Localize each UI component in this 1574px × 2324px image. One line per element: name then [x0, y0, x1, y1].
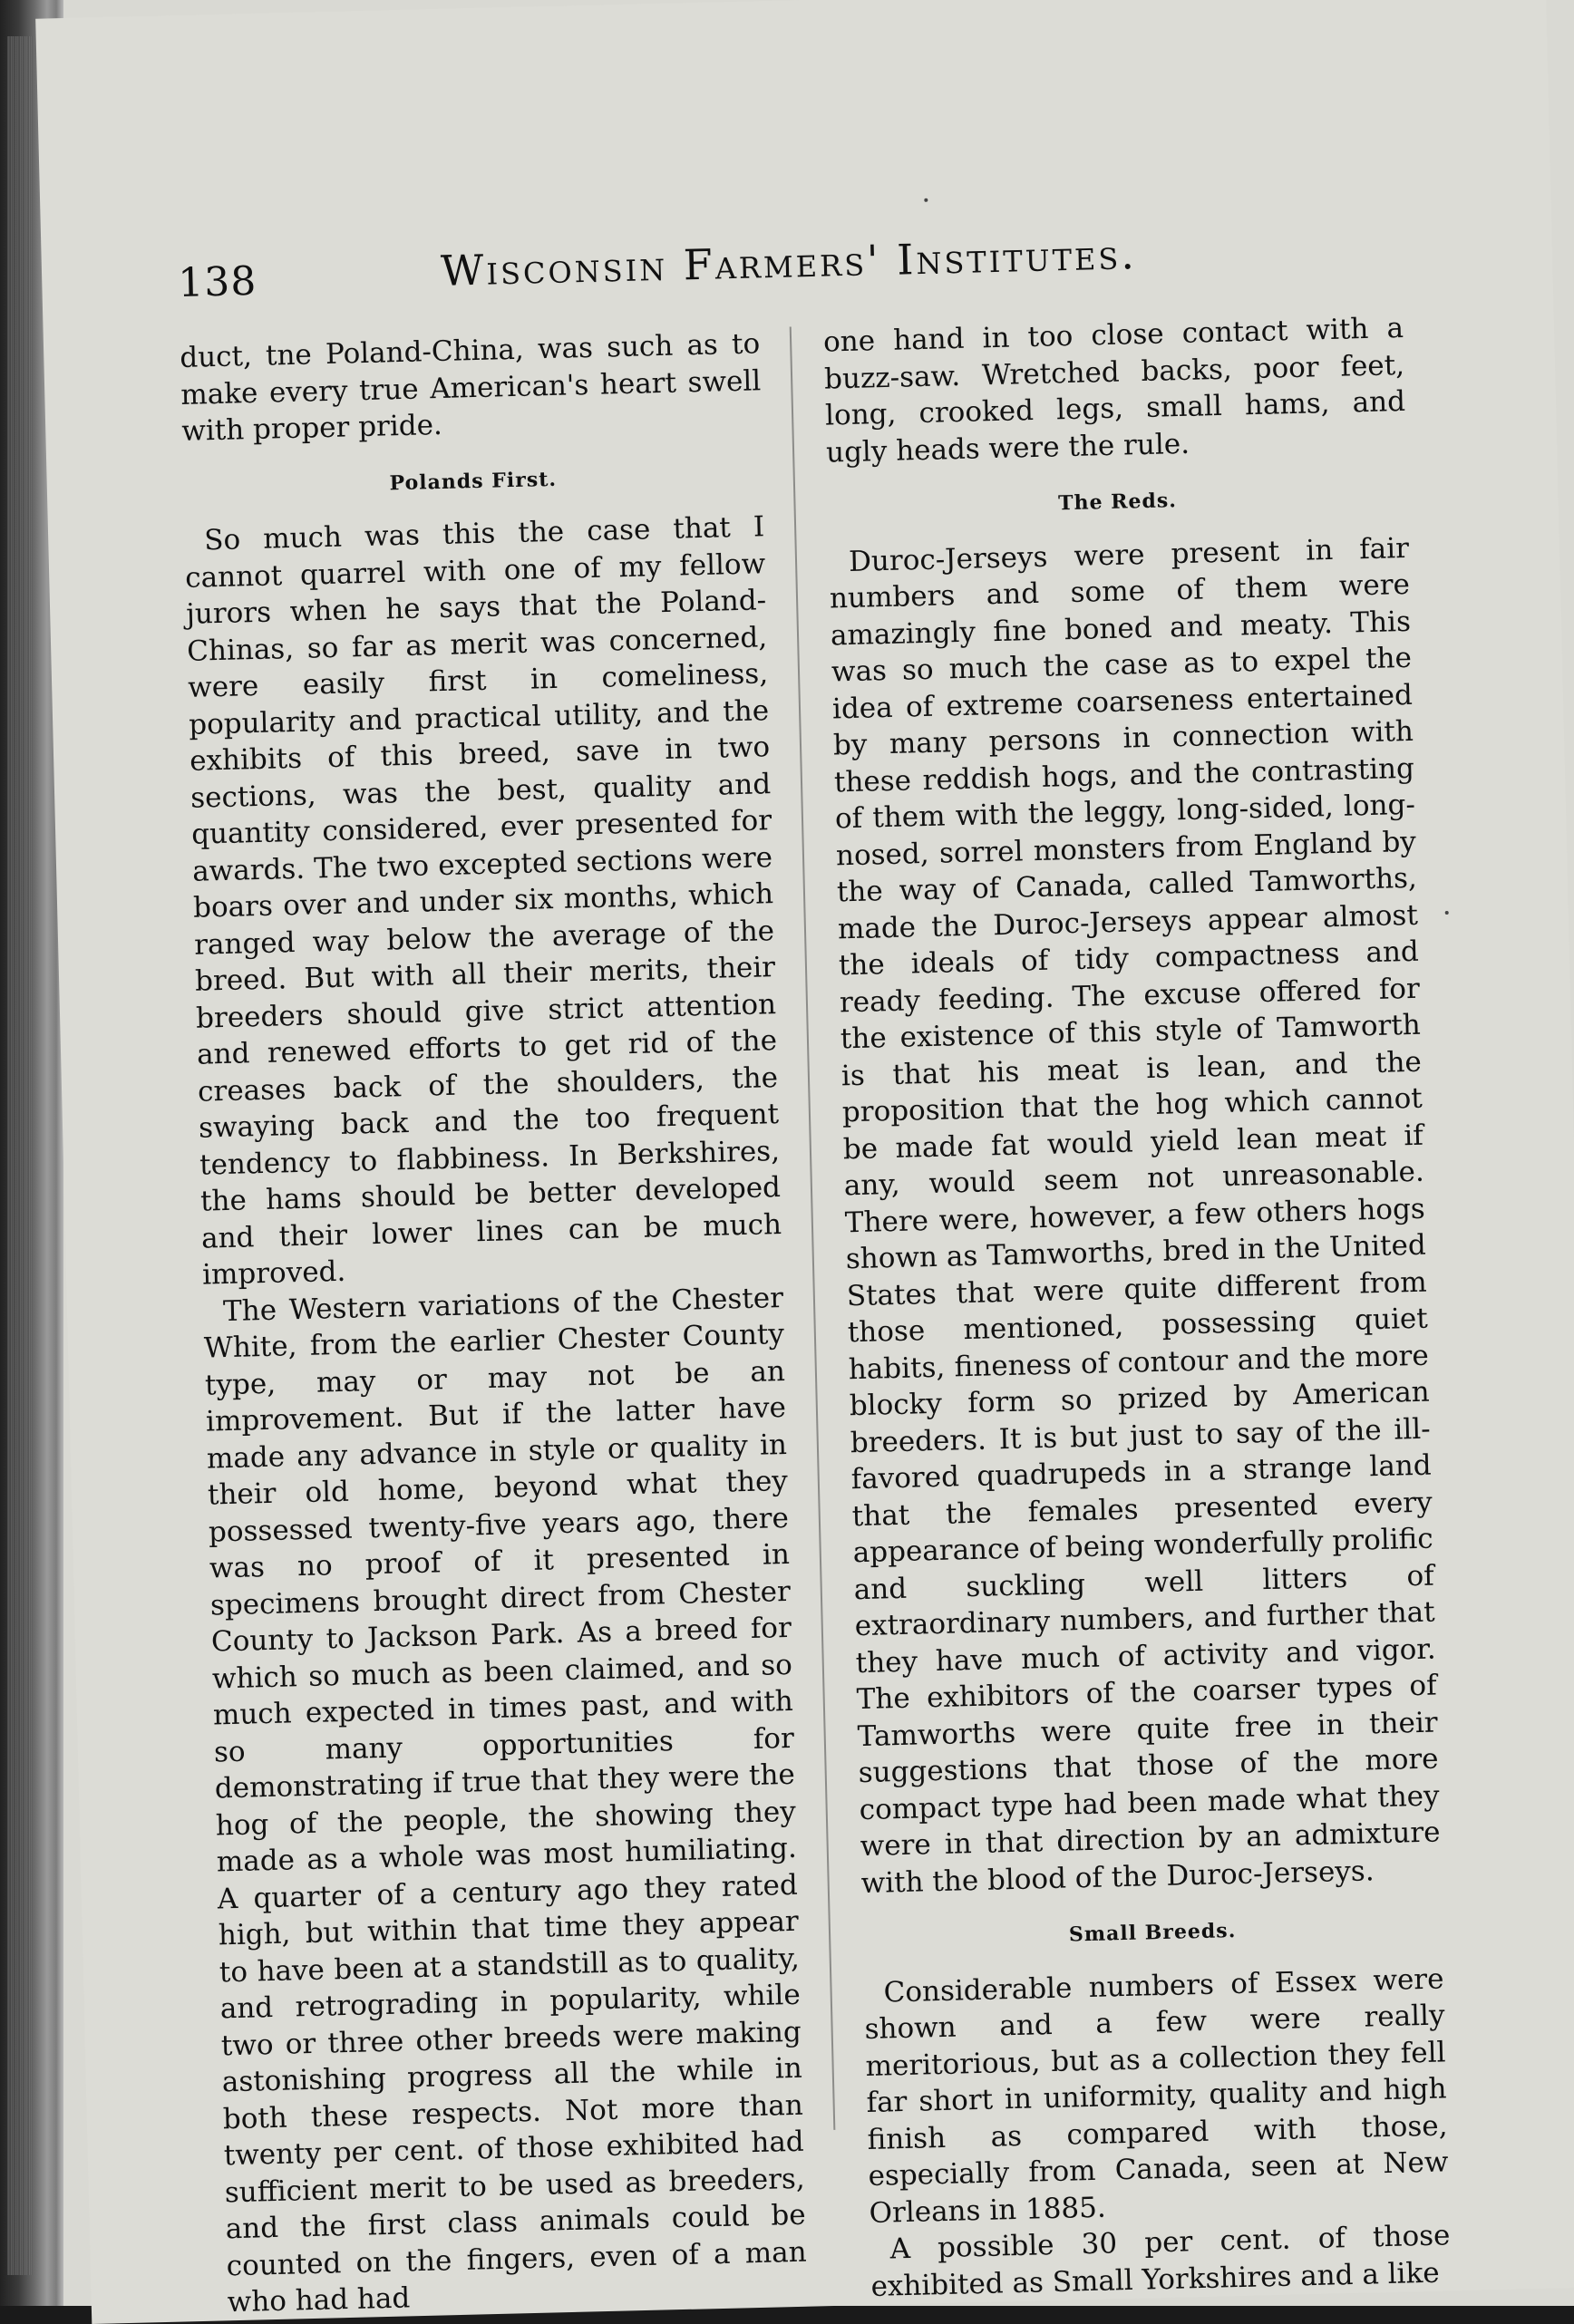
heading-polands-first: Polands First.	[389, 467, 558, 495]
print-speck	[924, 199, 928, 202]
right-paragraph-2: Duroc-Jerseys were present in fair numbers and some of them were amazingly fine boned and meaty. This was so much the case as to expel the idea of extreme coarseness entertained by many persons in connection with these reddish hogs, and the contrasting of them with the leggy, long-sided, long-nosed, sorrel monsters from England by the way of Canada, called Tamworths, made the Duroc-Jerseys appear almost the ideals of tidy compactness and ready feeding. The excuse offered for the existence of this style of Tamworth is that his meat is lean, and the proposition that the hog which cannot be made fat would yield lean meat if any, would seem not unreasonable. There were, however, a few others hogs shown as Tamworths, bred in the United States that were quite different from those mentioned, possessing quiet habits, fineness of contour and the more blocky form so prized by American breeders. It is but just to say of the ill-favored quadrupeds in a strange land that the females presented every appearance of being wonderfully prolific and suckling well litters of extraordinary numbers, and further that they have much of activity and vigor. The exhibitors of the coarser types of Tamworths were quite free in their suggestions that those of the more compact type had been made what they were in that direction by an admixture with the blood of the Duroc-Jerseys.	[829, 531, 1441, 1900]
running-title: Wisconsin Farmers' Institutes.	[440, 229, 1138, 295]
left-paragraph-3: The Western variations of the Chester White, from the earlier Chester County type, may or may not be an improvement. But if the latter have made any advance in style or quality in their old home, beyond what they possessed twenty-five years ago, there was no proof of it presented in specimens brought direct from Chester County to Jackson Park. As a breed for which so much as been claimed, and so much expected in times past, and with so many opportunities for demonstrating if true that they were the hog of the people, the showing they made as a whole was most humiliating. A quarter of a century ago they rated high, but within that time they appear to have been at a standstill as to quality, and retrograding in popularity, while two or three other breeds were making astonishing progress all the while in both these respects. Not more than twenty per cent. of those exhibited had sufficient merit to be used as breeders, and the first class animals could be counted on the fingers, even of a man who had had	[203, 1281, 808, 2319]
left-paragraph-1: duct, tne Poland-China, was such as to make every true American's heart swell with proper pride.	[179, 327, 762, 448]
heading-the-reds: The Reds.	[1057, 489, 1178, 516]
right-paragraph-3: Considerable numbers of Essex were shown and a few were really meritorious, but as a collection they fell far short in uniformity, quality and high finish as compared with those, especially from Canada, seen at New Orleans in 1885.	[864, 1961, 1449, 2230]
left-paragraph-2: So much was this the case that I cannot quarrel with one of my fellow jurors when he says that the Poland-Chinas, so far as merit was concerned, were easily first in comeliness, popularity and practical utility, and the exhibits of this breed, save in two sections, was the best, quality and quantity considered, ever presented for awards. The two excepted sections were boars over and under six months, which ranged way below the average of the breed. But with all their merits, their breeders should give strict attention and renewed efforts to get rid of the creases back of the shoulders, the swaying back and the too frequent tendency to flabbiness. In Berkshires, the hams should be better developed and their lower lines can be much improved.	[184, 510, 782, 1292]
right-paragraph-1: one hand in too close contact with a buzz-saw. Wretched backs, poor feet, long, crooked legs, small hams, and ugly heads were the rule.	[822, 311, 1406, 470]
right-column	[823, 310, 1452, 2305]
page-header	[178, 228, 1204, 325]
right-paragraph-4: A possible 30 per cent. of those exhibited as Small Yorkshires and a like	[870, 2219, 1451, 2303]
heading-small-breeds: Small Breeds.	[1068, 1919, 1237, 1947]
page-stack-edge	[7, 36, 33, 2275]
page-number: 138	[177, 257, 257, 306]
book-page	[35, 0, 1574, 2324]
print-speck	[1445, 911, 1449, 915]
left-column	[180, 325, 808, 2320]
